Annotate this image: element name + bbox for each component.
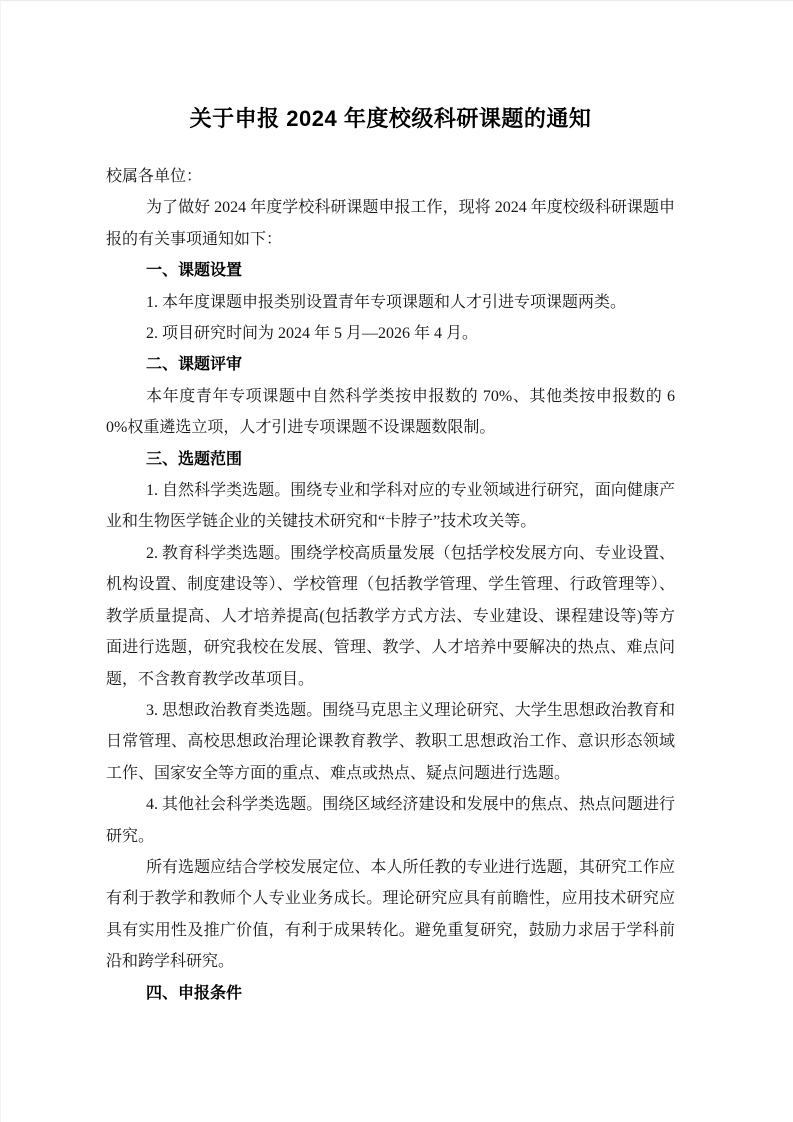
body-paragraph: 2. 教育科学类选题。围绕学校高质量发展（包括学校发展方向、专业设置、机构设置、制度建设等）、学校管理（包括教学管理、学生管理、行政管理等）、教学质量提高、人才培养提高(包括教学方式方法、专业建设、课程建设等)等方面进行选题，研究我校在发展、管理、教学、人才培养中要解决的热点、难点问题，不含教育教学改革项目。 (106, 544, 675, 688)
doc-title: 关于申报 2024 年度校级科研课题的通知 (189, 106, 592, 131)
body-paragraph: 3. 思想政治教育类选题。围绕马克思主义理论研究、大学生思想政治教育和日常管理、高校思想政治理论课教育教学、教职工思想政治工作、意识形态领域工作、国家安全等方面的重点、难点或热点、疑点问题进行选题。 (106, 701, 675, 782)
body-paragraph: 本年度青年专项课题中自然科学类按申报数的 70%、其他类按申报数的 60%权重遴选立项，人才引进专项课题不设课题数限制。 (106, 387, 675, 437)
body-paragraph: 1. 自然科学类选题。围绕专业和学科对应的专业领域进行研究，面向健康产业和生物医学链企业的关键技术研究和“卡脖子”技术攻关等。 (106, 482, 675, 531)
intro-paragraph: 为了做好 2024 年度学校科研课题申报工作，现将 2024 年度校级科研课题申报的有关事项通知如下： (106, 199, 675, 248)
body-paragraph: 所有选题应结合学校发展定位、本人所任教的专业进行选题，其研究工作应有利于教学和教师个人专业业务成长。理论研究应具有前瞻性，应用技术研究应具有实用性及推广价值，有利于成果转化。避免重复研究，鼓励力求居于学科前沿和跨学科研究。 (106, 858, 675, 971)
heading-section-3: 三、选题范围 (146, 450, 243, 468)
document-body (1, 104, 793, 1009)
heading-section-4: 四、申报条件 (146, 984, 243, 1002)
heading-section-2: 二、课题评审 (146, 356, 243, 374)
body-paragraph: 1. 本年度课题申报类别设置青年专项课题和人才引进专项课题两类。 (146, 293, 627, 311)
salutation: 校属各单位： (106, 168, 203, 185)
body-paragraph: 4. 其他社会科学类选题。围绕区域经济建设和发展中的焦点、热点问题进行研究。 (106, 796, 675, 845)
heading-section-1: 一、课题设置 (146, 262, 243, 280)
body-paragraph: 2. 项目研究时间为 2024 年 5 月—2026 年 4 月。 (146, 325, 479, 343)
